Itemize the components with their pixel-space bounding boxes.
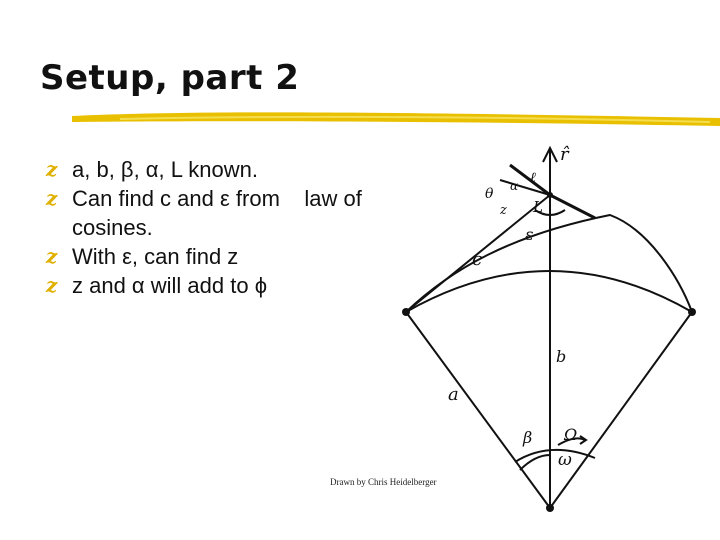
diagram-credit: Drawn by Chris Heidelberger: [330, 477, 437, 487]
label-epsilon: ε: [525, 225, 534, 244]
label-z: z: [500, 203, 507, 218]
bullet-list: [46, 155, 366, 300]
label-alpha: α: [510, 179, 519, 193]
label-r-hat: r̂: [560, 144, 569, 165]
bullet-text: a, b, β, α, L known.: [72, 157, 258, 182]
bullet-marker: z: [46, 273, 58, 297]
bullet-item: [46, 155, 366, 184]
label-omega: ω: [558, 450, 572, 470]
vertex-bottom: [546, 504, 554, 512]
bullet-marker: z: [46, 244, 58, 268]
title-underline: [0, 100, 720, 140]
label-c: c: [472, 249, 483, 270]
bullet-text: z and α will add to ϕ: [72, 273, 268, 298]
label-Omega: Ω: [564, 425, 578, 444]
bullet-marker: z: [46, 157, 58, 181]
label-a: a: [448, 384, 459, 405]
label-beta: β: [523, 428, 533, 447]
bullet-item: [46, 184, 366, 242]
bullet-item: [46, 271, 366, 300]
vertex-top: [547, 192, 553, 198]
bullet-item: [46, 242, 366, 271]
omega-arc: [515, 450, 595, 462]
vertex-left: [402, 308, 410, 316]
geometry-diagram: [390, 140, 720, 520]
omega-line: [550, 312, 692, 508]
vertex-right: [688, 308, 696, 316]
label-b: b: [556, 347, 567, 366]
bullet-text: Can find c and ε from law of cosines.: [72, 186, 362, 240]
label-L: L: [533, 198, 543, 216]
label-theta: θ: [485, 186, 494, 202]
bullet-text: With ε, can find z: [72, 244, 239, 269]
z-line: [500, 180, 550, 195]
bullet-marker: z: [46, 186, 58, 210]
slide-title: Setup, part 2: [40, 58, 300, 98]
label-ell: ℓ: [530, 170, 536, 186]
